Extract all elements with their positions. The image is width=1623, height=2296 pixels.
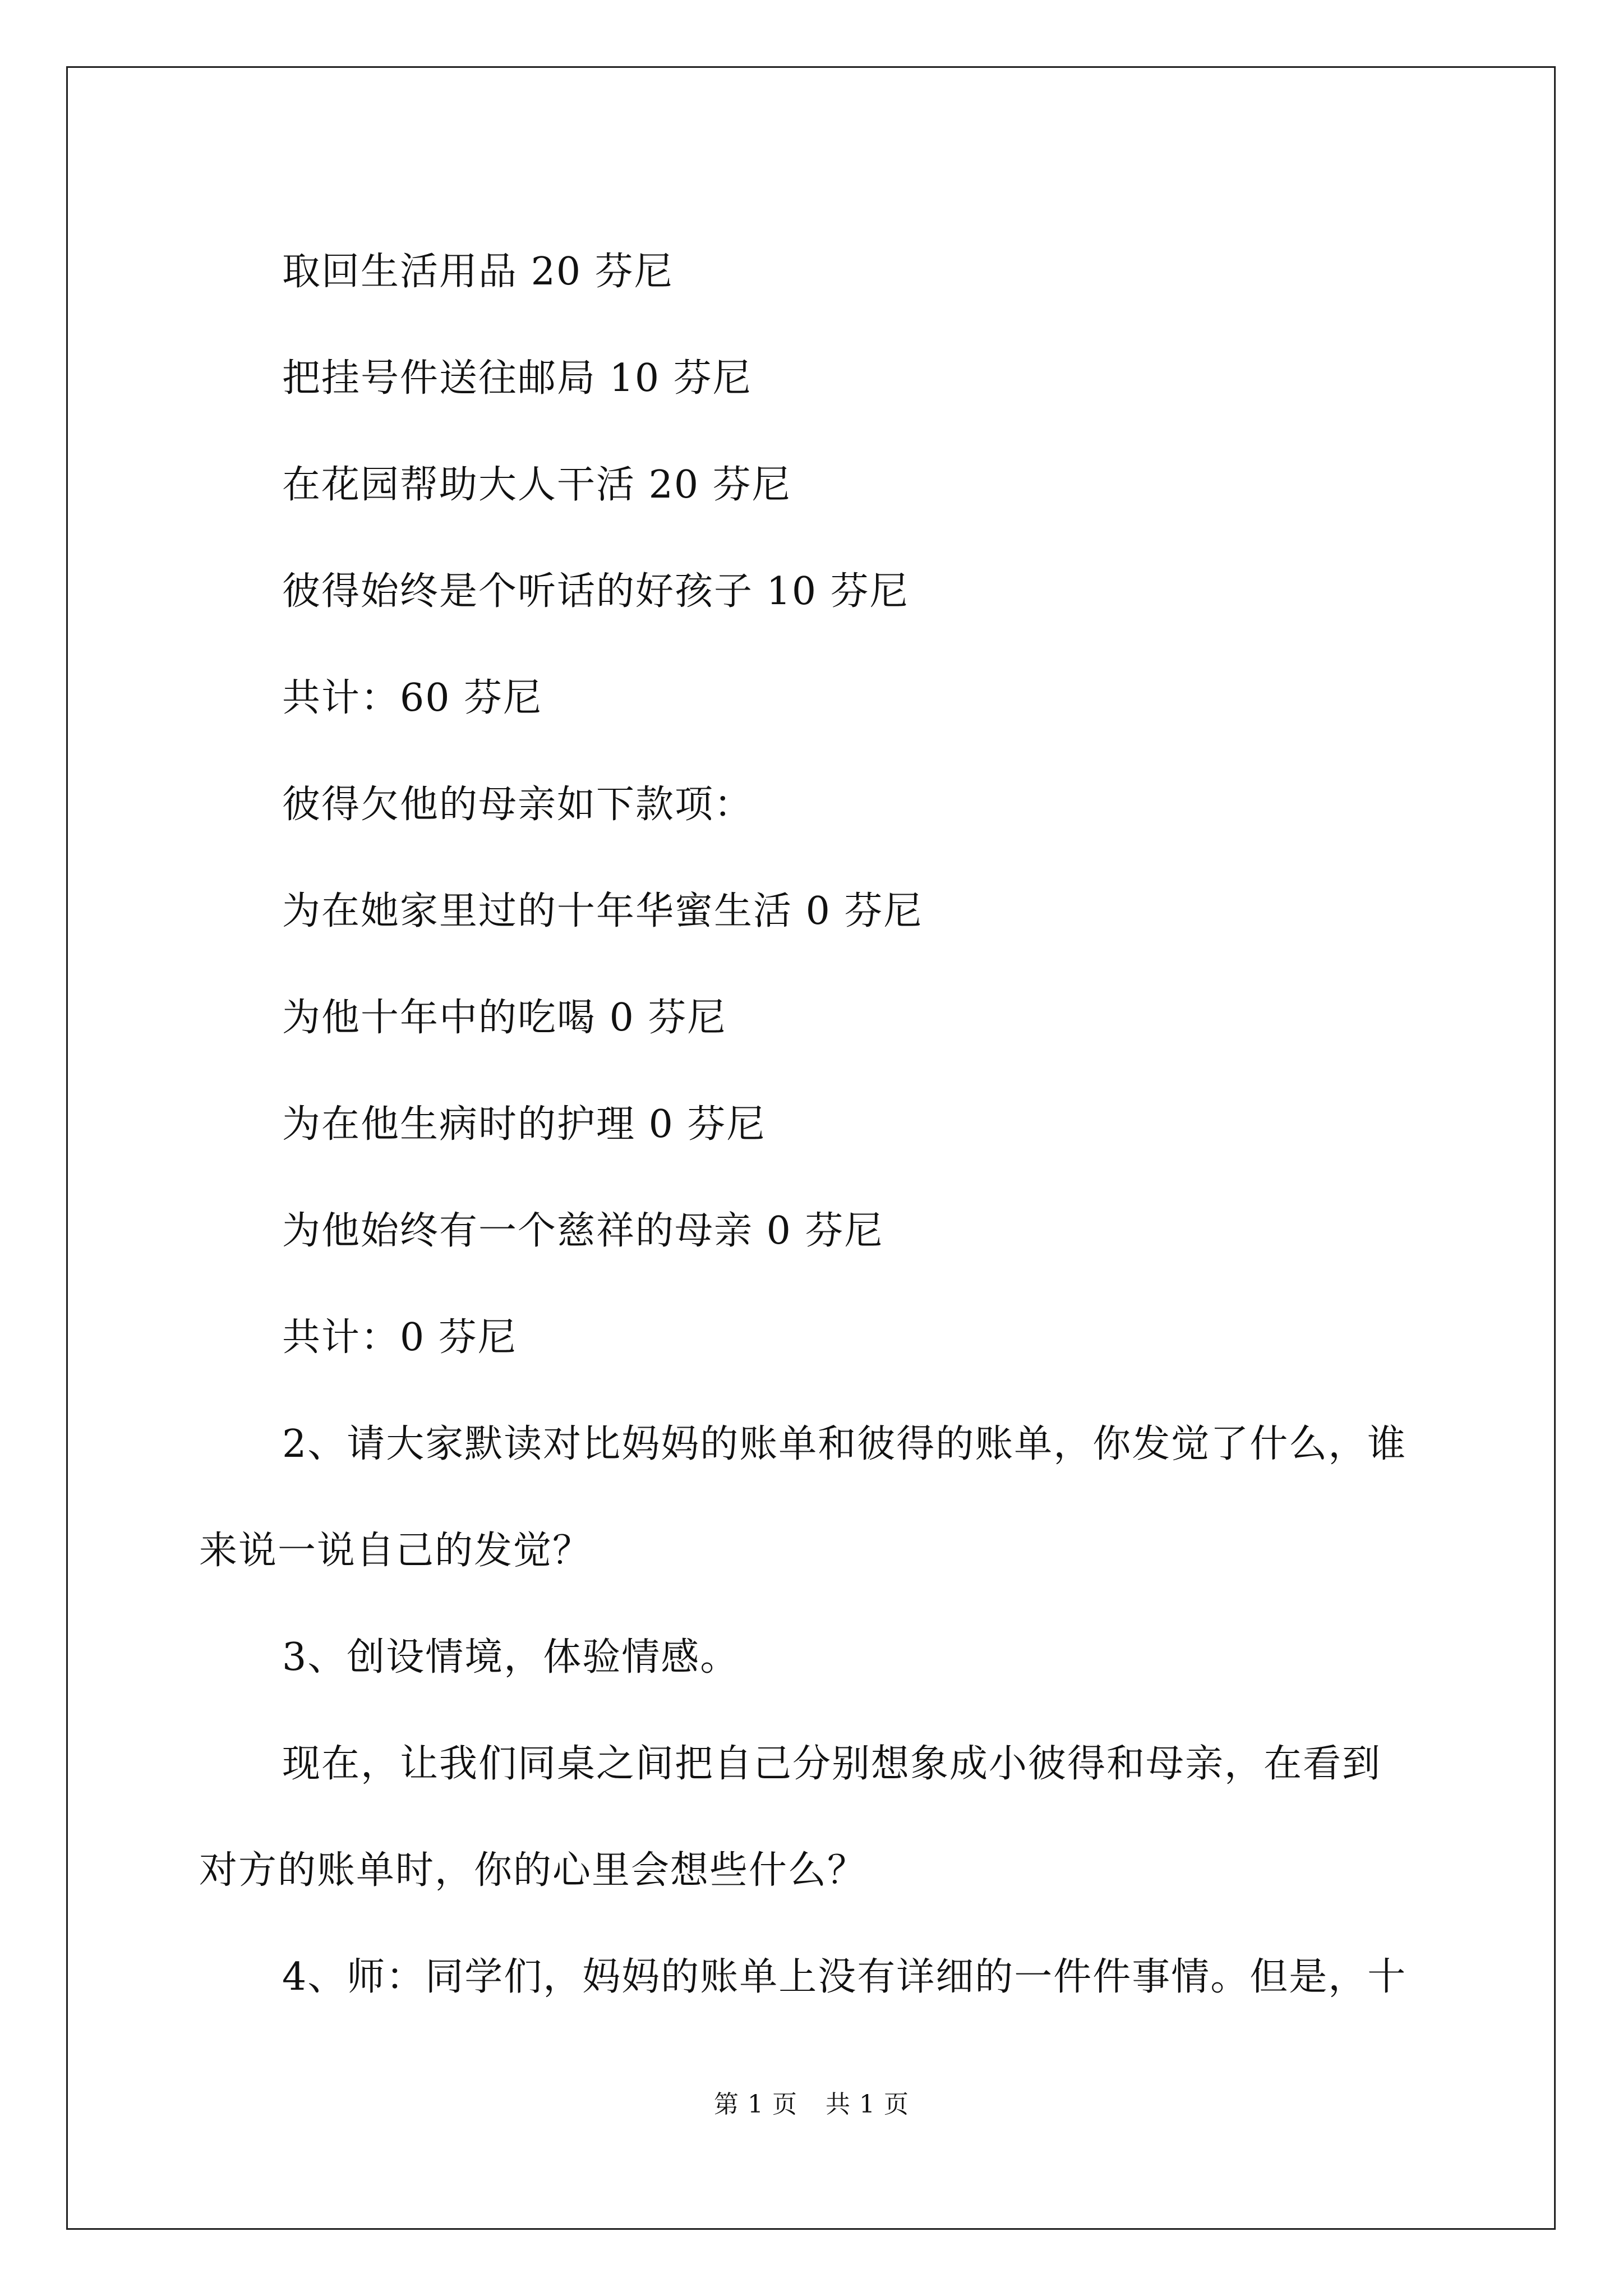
text-line: 来说一说自己的发觉？: [199, 1529, 592, 1573]
text-line: 共计：0 芬尼: [282, 1315, 517, 1360]
text-line: 现在，让我们同桌之间把自己分别想象成小彼得和母亲，在看到: [282, 1742, 1382, 1786]
text-line: 共计：60 芬尼: [282, 676, 543, 720]
text-line: 对方的账单时，你的心里会想些什么？: [199, 1848, 867, 1893]
text-line: 彼得欠他的母亲如下款项：: [282, 783, 754, 827]
text-line: 3、创设情境，体验情感。: [282, 1635, 740, 1680]
text-line: 在花园帮助大人干活 20 芬尼: [282, 463, 791, 507]
page-footer: [0, 2088, 1623, 2122]
page-number: 第 1 页: [714, 2090, 797, 2119]
text-line: 为在她家里过的十年华蜜生活 0 芬尼: [282, 889, 923, 933]
text-line: 彼得始终是个听话的好孩子 10 芬尼: [282, 569, 909, 614]
page-total: 共 1 页: [826, 2090, 909, 2119]
text-line: 为他始终有一个慈祥的母亲 0 芬尼: [282, 1209, 884, 1253]
text-line: 为他十年中的吃喝 0 芬尼: [282, 996, 727, 1040]
text-line: 为在他生病时的护理 0 芬尼: [282, 1102, 766, 1147]
document-body: [199, 219, 1438, 2031]
text-line: 把挂号件送往邮局 10 芬尼: [282, 356, 752, 401]
text-line: 取回生活用品 20 芬尼: [282, 250, 674, 294]
text-line: 4、师：同学们，妈妈的账单上没有详细的一件件事情。但是，十: [282, 1955, 1407, 1999]
text-line: 2、请大家默读对比妈妈的账单和彼得的账单，你发觉了什么，谁: [282, 1422, 1407, 1466]
